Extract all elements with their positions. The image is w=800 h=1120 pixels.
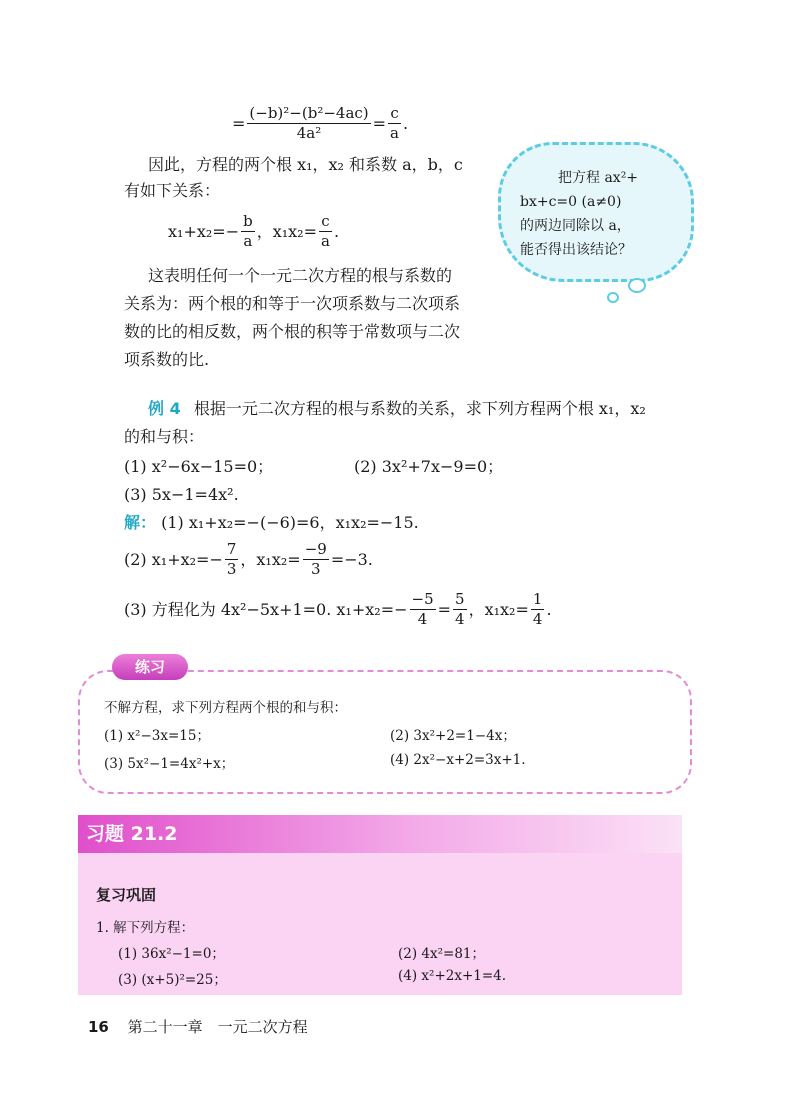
thought-bubble-large xyxy=(628,278,646,293)
homework-item-4: (4) x²+2x+1=4. xyxy=(398,968,507,984)
relation-sum-fraction xyxy=(241,212,255,251)
example-problem-2: (2) 3x²+7x−9=0； xyxy=(354,457,504,476)
derivation-fraction xyxy=(247,104,370,143)
solution-3-lead: (3) 方程化为 4x²−5x+1=0. x₁+x₂=− xyxy=(124,599,408,619)
solution-2-mid: ，x₁x₂= xyxy=(240,549,301,569)
homework-question: 1. 解下列方程： xyxy=(96,920,195,936)
practice-label: 练习 xyxy=(112,654,188,680)
homework-title: 习题 21.2 xyxy=(86,823,178,845)
explanation-line: 项系数的比. xyxy=(124,350,210,369)
fraction-denominator: 4 xyxy=(455,610,465,628)
page-number: 16 xyxy=(88,1018,109,1036)
fraction-denominator: 4 xyxy=(417,610,428,628)
relation-mid: ，x₁x₂= xyxy=(256,221,317,241)
solution-line-3 xyxy=(124,590,552,629)
derivation-rhs-fraction xyxy=(388,104,401,143)
homework-section-title: 复习巩固 xyxy=(96,886,157,904)
derivation-end: . xyxy=(403,113,409,133)
example-4-heading xyxy=(148,398,646,420)
explanation-line: 数的比的相反数，两个根的积等于常数项与二次 xyxy=(124,322,461,341)
relation-prod-num: c xyxy=(321,212,330,230)
explanation-paragraph xyxy=(124,262,494,374)
solution-3-fraction-1 xyxy=(410,590,436,629)
relation-sum-lhs: x₁+x₂=− xyxy=(168,221,240,241)
relation-prod-den: a xyxy=(321,232,330,250)
homework-item-2: (2) 4x²=81； xyxy=(398,946,486,962)
homework-item-1: (1) 36x²−1=0； xyxy=(118,946,225,962)
fraction-numerator: 7 xyxy=(226,540,237,558)
relation-sum-num: b xyxy=(243,212,253,230)
relation-end: . xyxy=(333,221,340,241)
explanation-line: 这表明任何一个一元二次方程的根与系数的 xyxy=(148,266,453,285)
fraction-numerator: −9 xyxy=(304,540,327,558)
solution-2-lead: (2) x₁+x₂=− xyxy=(124,549,223,569)
therefore-line-2: 有如下关系： xyxy=(124,181,221,200)
derivation-prefix: = xyxy=(232,113,246,133)
solution-3-eq: = xyxy=(437,599,452,619)
practice-item-3: (3) 5x²−1=4x²+x； xyxy=(104,756,235,772)
homework-item-3: (3) (x+5)²=25； xyxy=(118,972,227,988)
example-problem-3: (3) 5x−1=4x². xyxy=(124,485,239,504)
derivation-denominator: 4a² xyxy=(296,124,322,142)
solution-label: 解： xyxy=(124,513,157,532)
fraction-denominator: 4 xyxy=(532,610,543,628)
derivation-rhs-den: a xyxy=(390,124,399,142)
example-label: 例 4 xyxy=(148,399,181,418)
derivation-equals: = xyxy=(372,113,387,133)
solution-3-end: . xyxy=(546,599,552,619)
solution-2-fraction-1 xyxy=(225,540,239,579)
cloud-line: 的两边同除以 a， xyxy=(520,218,631,234)
fraction-numerator: 1 xyxy=(532,590,543,608)
thought-cloud-text xyxy=(520,166,680,262)
solution-2-fraction-2 xyxy=(303,540,329,579)
derivation-numerator: (−b)²−(b²−4ac) xyxy=(249,104,369,122)
solution-line-2 xyxy=(124,540,373,579)
solution-2-end: =−3. xyxy=(330,549,373,569)
explanation-line: 关系为：两个根的和等于一次项系数与二次项系 xyxy=(124,294,461,313)
fraction-numerator: 5 xyxy=(455,590,465,608)
practice-item-1: (1) x²−3x=15； xyxy=(104,728,210,744)
fraction-denominator: 3 xyxy=(226,560,237,578)
example-text-line-1: 根据一元二次方程的根与系数的关系，求下列方程两个根 x₁，x₂ xyxy=(193,399,646,418)
cloud-line: 能否得出该结论？ xyxy=(520,242,632,258)
solution-3-fraction-3 xyxy=(531,590,545,629)
relation-prod-fraction xyxy=(319,212,332,251)
solution-line-1 xyxy=(124,512,419,534)
fraction-numerator: −5 xyxy=(411,590,434,608)
cloud-line: bx+c=0 (a≠0) xyxy=(520,194,622,210)
derivation-line xyxy=(232,104,408,143)
solution-3-mid: ，x₁x₂= xyxy=(468,599,529,619)
practice-instruction: 不解方程，求下列方程两个根的和与积： xyxy=(104,700,347,716)
cloud-line: 把方程 ax²+ xyxy=(558,170,639,186)
practice-item-2: (2) 3x²+2=1−4x； xyxy=(390,728,516,744)
therefore-line-1: 因此，方程的两个根 x₁，x₂ 和系数 a，b，c xyxy=(148,155,463,174)
solution-3-fraction-2 xyxy=(453,590,467,629)
example-problem-1: (1) x²−6x−15=0； xyxy=(124,457,274,476)
chapter-title: 第二十一章 一元二次方程 xyxy=(127,1018,308,1036)
example-text-line-2: 的和与积： xyxy=(124,427,205,446)
thought-bubble-small xyxy=(607,292,619,303)
fraction-denominator: 3 xyxy=(310,560,321,578)
relation-formula xyxy=(168,212,339,251)
relation-sum-den: a xyxy=(243,232,253,250)
page-footer xyxy=(88,1016,308,1038)
solution-1: (1) x₁+x₂=−(−6)=6，x₁x₂=−15. xyxy=(161,513,419,532)
derivation-rhs-num: c xyxy=(390,104,399,122)
practice-item-4: (4) 2x²−x+2=3x+1. xyxy=(390,752,526,768)
